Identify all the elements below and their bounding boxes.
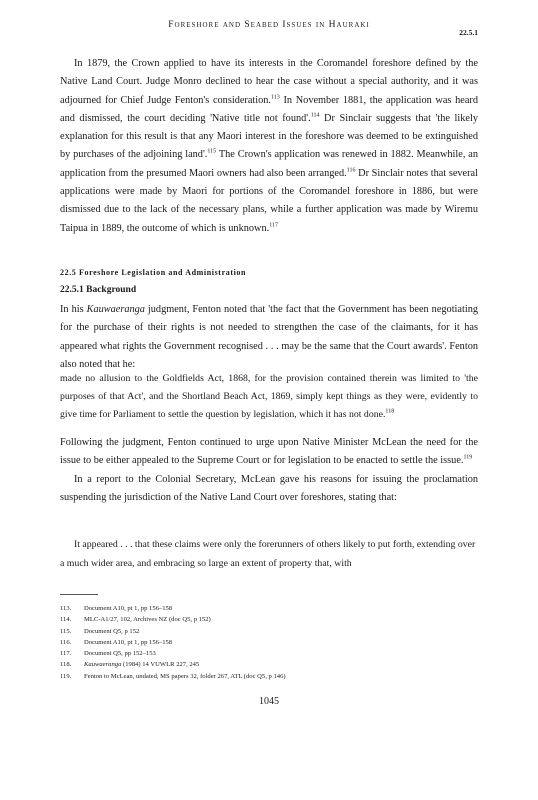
footnote: 115. Document Q5, p 152 [60, 627, 140, 635]
block-quote-goldfields [60, 370, 478, 425]
footnote-ref[interactable]: 118 [385, 409, 395, 416]
footnote-ref[interactable]: 117 [269, 222, 278, 229]
footnotes [60, 603, 478, 682]
footnote-ref[interactable]: 116 [346, 167, 356, 174]
para-text: In 1879, the Crown applied to have its interests in the Coromandel foreshore defined by the Native Land Court. Judge Monro declined to hear the case without a special authority, and it was adjourned for Chief Judge Fenton's consideration. [60, 58, 478, 106]
footnote: 119. Fenton to McLean, undated, MS papers 32, folder 267, ATL (doc Q5, p 146) [60, 672, 286, 680]
block-quote-mclean [60, 536, 478, 573]
para-text: Dr Sinclair suggests that 'the likely explanation for this result is that any Maori interest in the foreshore was deemed to be extinguished by purchases of the adjoining land'. [60, 112, 478, 161]
quote-text: made no allusion to the Goldfields Act, 1868, for the provision contained therein was limited to 'the purposes of that Act', and the Shortland Beach Act, 1869, simply kept things as they were, evidently to give time for Parliament to settle the question by legislation, which it has not done. [60, 373, 478, 421]
footnote: 113. Document A10, pt 1, pp 156–158 [60, 605, 173, 612]
para-text: judgment, Fenton noted that 'the fact that the Government has been negotiating for the purchase of their rights is not needed to strengthen the case of the claimants, for it has appeared what rights the Government recognised . . . may be the same that the Court awards'. Fenton also noted that he: [60, 304, 479, 370]
footnote-ref[interactable]: 114 [310, 112, 320, 119]
para-text: Following the judgment, Fenton continued to urge upon Native Minister McLean the need for the issue to be either appealed to the Supreme Court or for legislation to be enacted to settle the issue. [60, 437, 478, 467]
quote-text: It appeared . . . that these claims were only the forerunners of others likely to put forth, extending over a much wider area, and embracing so large an extent of property that, with [60, 539, 476, 569]
page-number: 1045 [259, 696, 279, 707]
footnote-divider [60, 594, 98, 595]
paragraph-colonial-secretary: In a report to the Colonial Secretary, McLean gave his reasons for issuing the proclamation suspending the jurisdiction of the Native Land Court over foreshores, stating that: [60, 473, 478, 503]
para-text: In November 1881, the application was heard and dismissed, the court deciding 'Native title not found'. [60, 94, 478, 124]
section-heading: 22.5 Foreshore Legislation and Administration [60, 268, 247, 277]
paragraph-following-judgment [60, 434, 478, 507]
running-title: Foreshore and Seabed Issues in Hauraki [168, 20, 370, 30]
section-reference: 22.5.1 [459, 28, 478, 37]
footnote: 118. Kauwaeranga (1984) 14 VUWLR 227, 245 [60, 661, 200, 669]
footnote-ref[interactable]: 113 [271, 94, 280, 101]
para-text: Dr Sinclair notes that several applications were made by Maori for portions of the Coromandel foreshore in 1886, but were dismissed due to the lack of the necessary plans, while a further application was made by Wiremu Taipua in 1889, the outcome of which is unknown. [60, 167, 478, 234]
para-text: The Crown's application was renewed in 1882. Meanwhile, an application from the presumed Maori owners had also been arranged. [60, 149, 479, 179]
footnote-ref[interactable]: 115 [207, 149, 217, 156]
subsection-heading: 22.5.1 Background [60, 285, 137, 295]
paragraph-foreshore-application [60, 55, 478, 238]
para-text: In his [60, 304, 87, 315]
case-name: Kauwaeranga [86, 304, 145, 315]
footnote: 117. Document Q5, pp 152–153 [60, 650, 156, 658]
footnote-ref[interactable]: 119 [463, 454, 473, 461]
paragraph-kauwaeranga [60, 301, 478, 374]
footnote: 114. MLC-A1/27, 102, Archives NZ (doc Q5, p 152) [60, 616, 211, 624]
footnote: 116. Document A10, pt 1, pp 156–158 [60, 638, 173, 646]
